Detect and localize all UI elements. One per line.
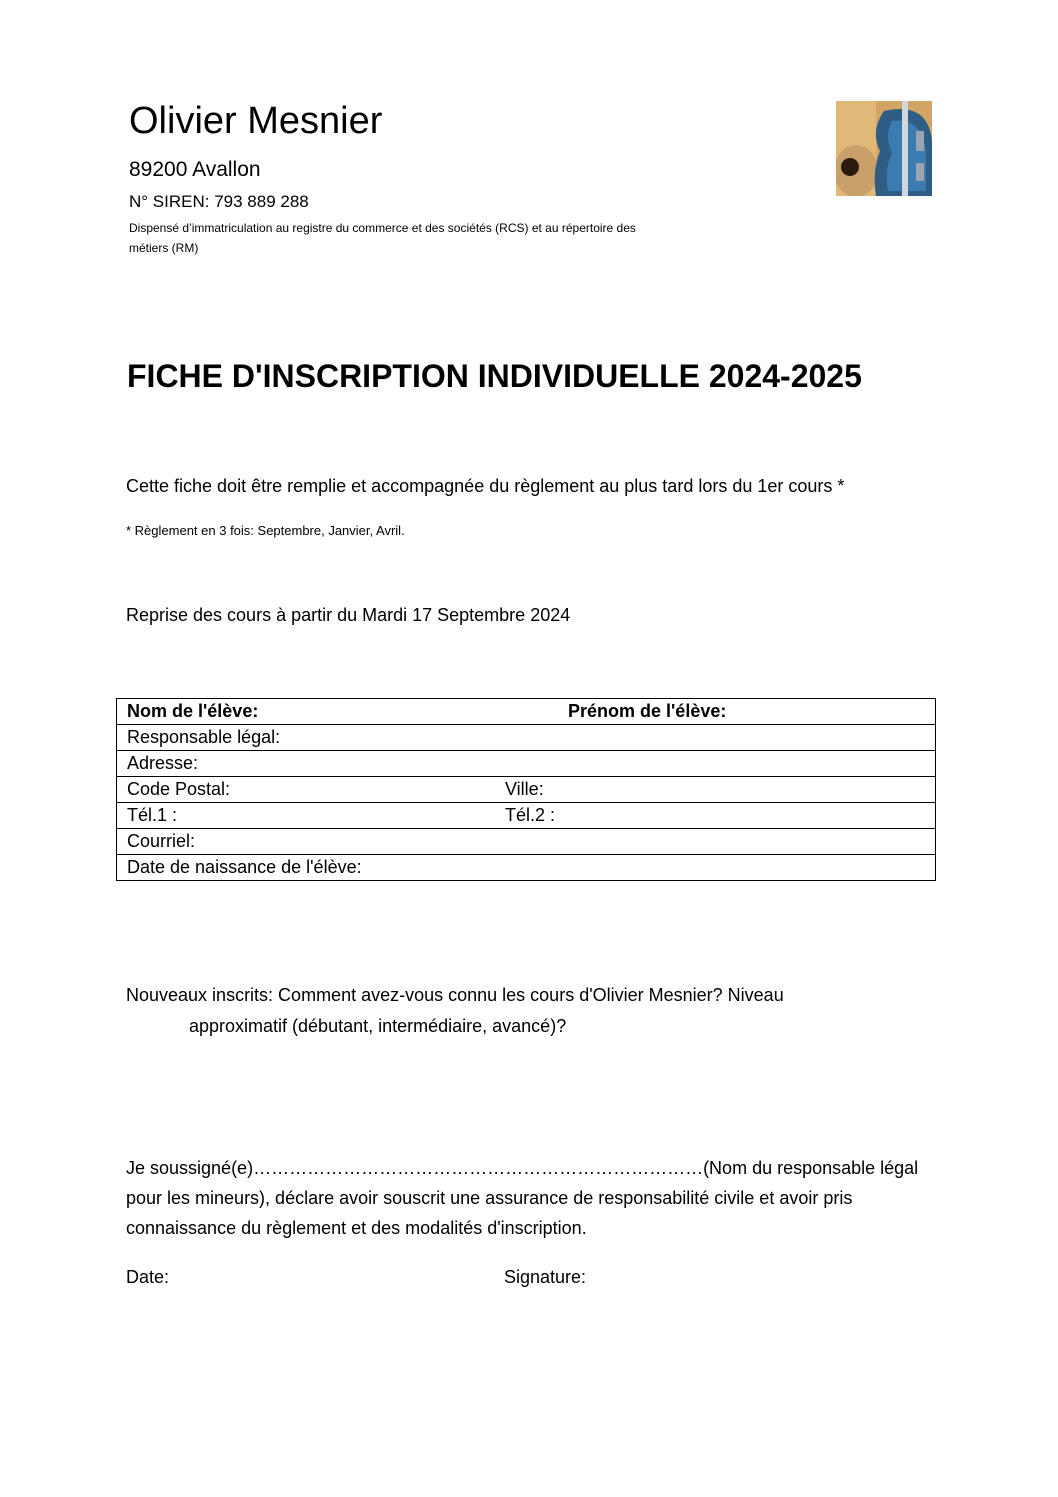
- courriel-label[interactable]: Courriel:: [117, 829, 936, 855]
- prenom-label[interactable]: Prénom de l'élève:: [495, 699, 936, 725]
- owner-name: Olivier Mesnier: [129, 100, 383, 142]
- declaration-line-2: pour les mineurs), déclare avoir souscrit une assurance de responsabilité civile et avoir pris: [126, 1188, 853, 1208]
- intro-text: Cette fiche doit être remplie et accompagnée du règlement au plus tard lors du 1er cours *: [126, 476, 845, 496]
- table-row: [117, 777, 936, 803]
- reprise-text: Reprise des cours à partir du Mardi 17 Septembre 2024: [126, 605, 571, 625]
- tel1-label[interactable]: Tél.1 :: [117, 803, 496, 829]
- declaration-line-1: Je soussigné(e)…………………………………………………………………(Nom du responsable légal: [126, 1158, 919, 1178]
- table-row: [117, 855, 936, 881]
- siren-number: N° SIREN: 793 889 288: [129, 192, 309, 211]
- table-row: [117, 751, 936, 777]
- question-line-2: approximatif (débutant, intermédiaire, avancé)?: [189, 1016, 567, 1036]
- table-row: [117, 725, 936, 751]
- registration-table: [116, 698, 936, 881]
- declaration-line-3: connaissance du règlement et des modalités d'inscription.: [126, 1218, 587, 1238]
- signature-field[interactable]: Signature:: [504, 1267, 587, 1287]
- date-field[interactable]: Date:: [126, 1267, 170, 1287]
- owner-city: 89200 Avallon: [129, 158, 261, 181]
- nom-label[interactable]: Nom de l'élève:: [117, 699, 496, 725]
- adresse-label[interactable]: Adresse:: [117, 751, 936, 777]
- table-row: [117, 699, 936, 725]
- table-row: [117, 803, 936, 829]
- guitar-photo-icon: [836, 101, 932, 196]
- form-title: FICHE D'INSCRIPTION INDIVIDUELLE 2024-2025: [127, 358, 862, 394]
- tel2-label[interactable]: Tél.2 :: [495, 803, 936, 829]
- responsable-label[interactable]: Responsable légal:: [117, 725, 936, 751]
- question-line-1: Nouveaux inscrits: Comment avez-vous connu les cours d'Olivier Mesnier? Niveau: [126, 985, 784, 1005]
- ville-label[interactable]: Ville:: [495, 777, 936, 803]
- registration-note: Dispensé d’immatriculation au registre du commerce et des sociétés (RCS) et au répertoire des métiers (RM): [129, 221, 636, 255]
- code-postal-label[interactable]: Code Postal:: [117, 777, 496, 803]
- payment-footnote: * Règlement en 3 fois: Septembre, Janvier, Avril.: [126, 523, 405, 538]
- naissance-label[interactable]: Date de naissance de l'élève:: [117, 855, 936, 881]
- table-row: [117, 829, 936, 855]
